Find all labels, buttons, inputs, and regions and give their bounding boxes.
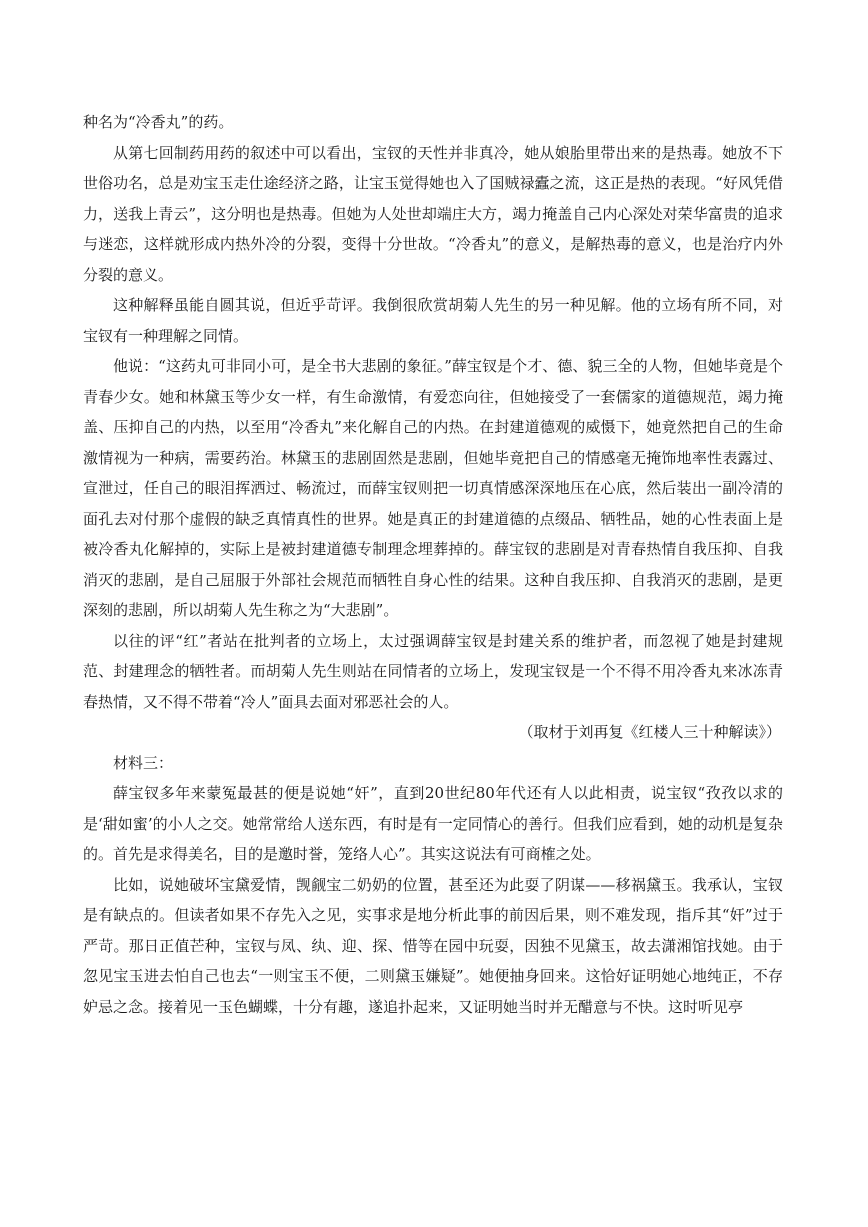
paragraph-continuation: 种名为“冷香丸”的药。 [83, 113, 234, 131]
paragraph: 从第七回制药用药的叙述中可以看出，宝钗的天性并非真冷，她从娘胎里带出来的是热毒。她放不下世俗功名，总是劝宝玉走仕途经济之路，让宝玉觉得她也入了国贼禄蠹之流，这正是热的表现。“好风凭借力，送我上青云”，这分明也是热毒。但她为人处世却端庄大方，竭力掩盖自己内心深处对荣华富贵的追求与迷恋，这样就形成内热外冷的分裂，变得十分世故。“冷香丸”的意义，是解热毒的意义，也是治疗内外分裂的意义。 [83, 143, 783, 284]
paragraph: 薛宝钗多年来蒙冤最甚的便是说她“奸”，直到20世纪80年代还有人以此相责，说宝钗“孜孜以求的是‘甜如蜜’的小人之交。她常常给人送东西，有时是有一定同情心的善行。但我们应看到，她的动机是复杂的。首先是求得美名，目的是邀时誉，笼络人心”。其实这说法有可商榷之处。 [83, 784, 783, 863]
paragraph: 他说：“这药丸可非同小可，是全书大悲剧的象征。”薛宝钗是个才、德、貌三全的人物，但她毕竟是个青春少女。她和林黛玉等少女一样，有生命激情，有爱恋向往，但她接受了一套儒家的道德规范，竭力掩盖、压抑自己的内热，以至用“冷香丸”来化解自己的内热。在封建道德观的威慑下，她竟然把自己的生命激情视为一种病，需要药治。林黛玉的悲剧固然是悲剧，但她毕竟把自己的情感毫无掩饰地率性表露过、宣泄过，任自己的眼泪挥洒过、畅流过，而薛宝钗则把一切真情感深深地压在心底，然后装出一副冷清的面孔去对付那个虚假的缺乏真情真性的世界。她是真正的封建道德的点缀品、牺牲品，她的心性表面上是被冷香丸化解掉的，实际上是被封建道德专制理念埋葬掉的。薛宝钗的悲剧是对青春热情自我压抑、自我消灭的悲剧，是自己屈服于外部社会规范而牺牲自身心性的结果。这种自我压抑、自我消灭的悲剧，是更深刻的悲剧，所以胡菊人先生称之为“大悲剧”。 [83, 357, 783, 619]
document-page [83, 107, 783, 1022]
section-heading: 材料三： [113, 753, 174, 772]
paragraph: 以往的评“红”者站在批判者的立场上，太过强调薛宝钗是封建关系的维护者，而忽视了她是封建规范、封建理念的牺牲者。而胡菊人先生则站在同情者的立场上，发现宝钗是一个不得不用冷香丸来冰冻青春热情，又不得不带着“冷人”面具去面对邪恶社会的人。 [83, 631, 783, 711]
paragraph: 比如，说她破坏宝黛爱情，觊觎宝二奶奶的位置，甚至还为此耍了阴谋——移祸黛玉。我承认，宝钗是有缺点的。但读者如果不存先入之见，实事求是地分析此事的前因后果，则不难发现，指斥其“奸”过于严苛。那日正值芒种，宝钗与凤、纨、迎、探、惜等在园中玩耍，因独不见黛玉，故去潇湘馆找她。由于忽见宝玉进去怕自己也去“一则宝玉不便，二则黛玉嫌疑”。她便抽身回来。这恰好证明她心地纯正，不存妒忌之念。接着见一玉色蝴蝶，十分有趣，遂追扑起来，又证明她当时并无醋意与不快。这时听见亭 [83, 875, 783, 1016]
source-citation: （取材于刘再复《红楼人三十种解读》） [518, 723, 781, 741]
paragraph: 这种解释虽能自圆其说，但近乎苛评。我倒很欣赏胡菊人先生的另一种见解。他的立场有所不同，对宝钗有一种理解之同情。 [83, 296, 783, 345]
